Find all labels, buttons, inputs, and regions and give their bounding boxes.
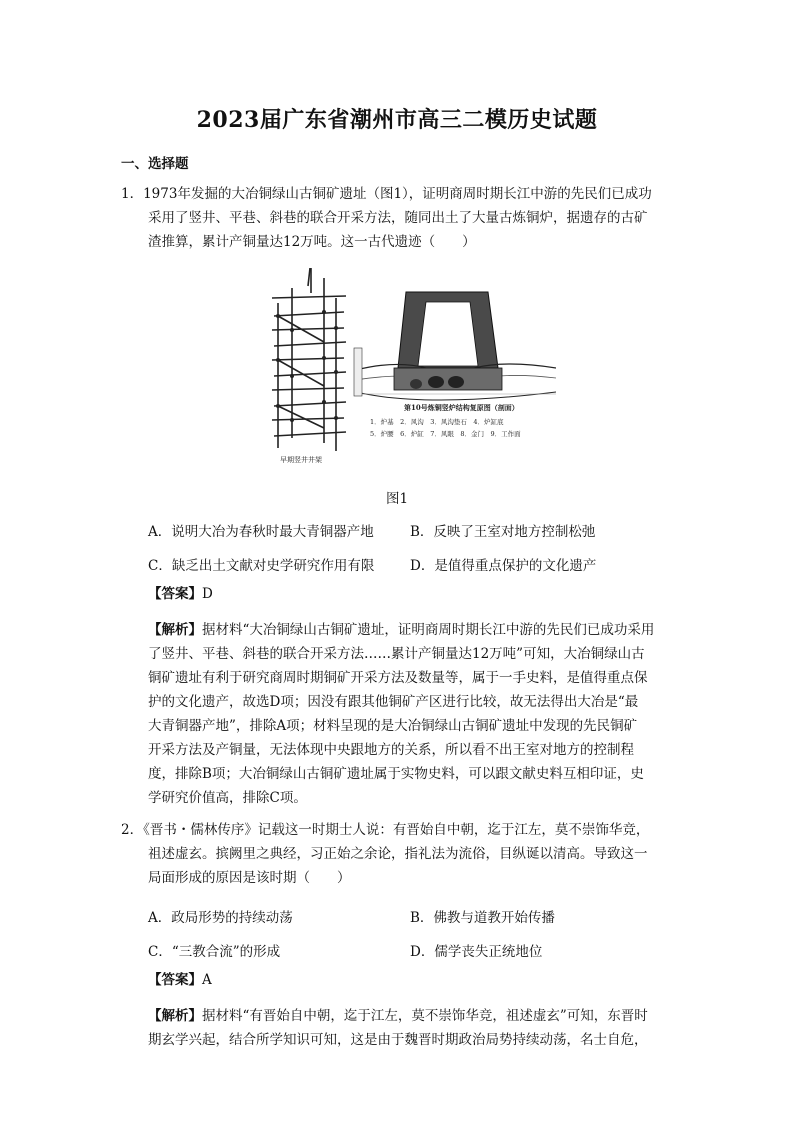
q2-option-d: D．儒学丧失正统地位 — [410, 944, 543, 960]
furnace-legend-row-1: 1．炉基 2．风沟 3．风沟垫石 4．炉缸底 — [370, 418, 504, 426]
q2-answer — [148, 974, 212, 988]
shaft-frame-label: 早期竖井井架 — [280, 456, 322, 464]
q2-option-c: C．“三教合流”的形成 — [148, 944, 281, 960]
q1-analysis-line-7: 度，排除B项；大冶铜绿山古铜矿遗址属于实物史料，可以跟文献史料互相印证，史 — [148, 766, 644, 782]
furnace-section-drawing — [354, 292, 556, 400]
figure-1-image — [266, 268, 556, 470]
q1-option-d: D．是值得重点保护的文化遗产 — [410, 558, 597, 574]
q2-stem-line-2: 祖述虚玄。摈阙里之典经，习正始之余论，指礼法为流俗，目纵诞以清高。导致这一 — [148, 846, 648, 862]
q2-option-a: A．政局形势的持续动荡 — [148, 910, 293, 926]
furnace-diagram-title: 第10号炼铜竖炉结构复原图（剖面） — [404, 403, 519, 412]
q1-answer-value: D — [202, 586, 213, 602]
furnace-legend-row-2: 5．炉腰 6．炉缸 7．风眼 8．金门 9．工作面 — [370, 430, 521, 438]
q2-answer-value: A — [202, 972, 212, 988]
q1-answer — [148, 588, 213, 602]
figure-1-caption: 图1 — [385, 491, 409, 507]
q2-stem-line-3: 局面形成的原因是该时期（ ） — [148, 870, 351, 886]
q1-analysis-line-2: 了竖井、平巷、斜巷的联合开采方法……累计产铜量达12万吨”可知，大冶铜绿山古 — [148, 646, 645, 662]
q2-stem-line-1: 2．《晋书・儒林传序》记载这一时期士人说：有晋始自中朝，迄于江左，莫不崇饰华竞， — [121, 822, 650, 838]
section-heading: 一、选择题 — [121, 156, 189, 172]
shaft-frame-drawing — [272, 268, 346, 451]
q1-option-a: A．说明大冶为春秋时最大青铜器产地 — [148, 524, 374, 540]
q2-analysis-line-1 — [148, 1010, 648, 1024]
q1-analysis-line-4: 护的文化遗产，故选D项；因没有跟其他铜矿产区进行比较，故无法得出大冶是“最 — [148, 694, 639, 710]
page-title: 2023届广东省潮州市高三二模历史试题 — [196, 107, 598, 133]
q1-analysis-line-5: 大青铜器产地”，排除A项；材料呈现的是大冶铜绿山古铜矿遗址中发现的先民铜矿 — [148, 718, 638, 734]
q1-answer-tag: 【答案】 — [148, 586, 202, 602]
q2-analysis-text-1: 据材料“有晋始自中朝，迄于江左，莫不崇饰华竞，祖述虚玄”可知，东晋时 — [202, 1008, 648, 1024]
q2-answer-tag: 【答案】 — [148, 972, 202, 988]
q2-option-b: B．佛教与道教开始传播 — [410, 910, 555, 926]
q1-analysis-line-3: 铜矿遗址有利于研究商周时期铜矿开采方法及数量等，属于一手史料，是值得重点保 — [148, 670, 648, 686]
q1-analysis-text-1: 据材料“大冶铜绿山古铜矿遗址，证明商周时期长江中游的先民们已成功采用 — [202, 622, 655, 638]
q1-analysis-line-1 — [148, 624, 654, 638]
q1-stem-line-1: 1．1973年发掘的大冶铜绿山古铜矿遗址（图1），证明商周时期长江中游的先民们已成功 — [121, 186, 652, 202]
q2-analysis-tag: 【解析】 — [148, 1008, 202, 1024]
q1-option-c: C．缺乏出土文献对史学研究作用有限 — [148, 558, 375, 574]
q2-analysis-line-2: 期玄学兴起，结合所学知识可知，这是由于魏晋时期政治局势持续动荡，名士自危， — [148, 1032, 648, 1048]
q1-analysis-tag: 【解析】 — [148, 622, 202, 638]
q1-stem-line-3: 渣推算，累计产铜量达12万吨。这一古代遗迹（ ） — [148, 234, 476, 250]
q1-analysis-line-8: 学研究价值高，排除C项。 — [148, 790, 307, 806]
q1-stem-line-2: 采用了竖井、平巷、斜巷的联合开采方法，随同出土了大量古炼铜炉，据遗存的古矿 — [148, 210, 648, 226]
q1-option-b: B．反映了王室对地方控制松弛 — [410, 524, 596, 540]
q1-analysis-line-6: 开采方法及产铜量，无法体现中央跟地方的关系，所以看不出王室对地方的控制程 — [148, 742, 634, 758]
